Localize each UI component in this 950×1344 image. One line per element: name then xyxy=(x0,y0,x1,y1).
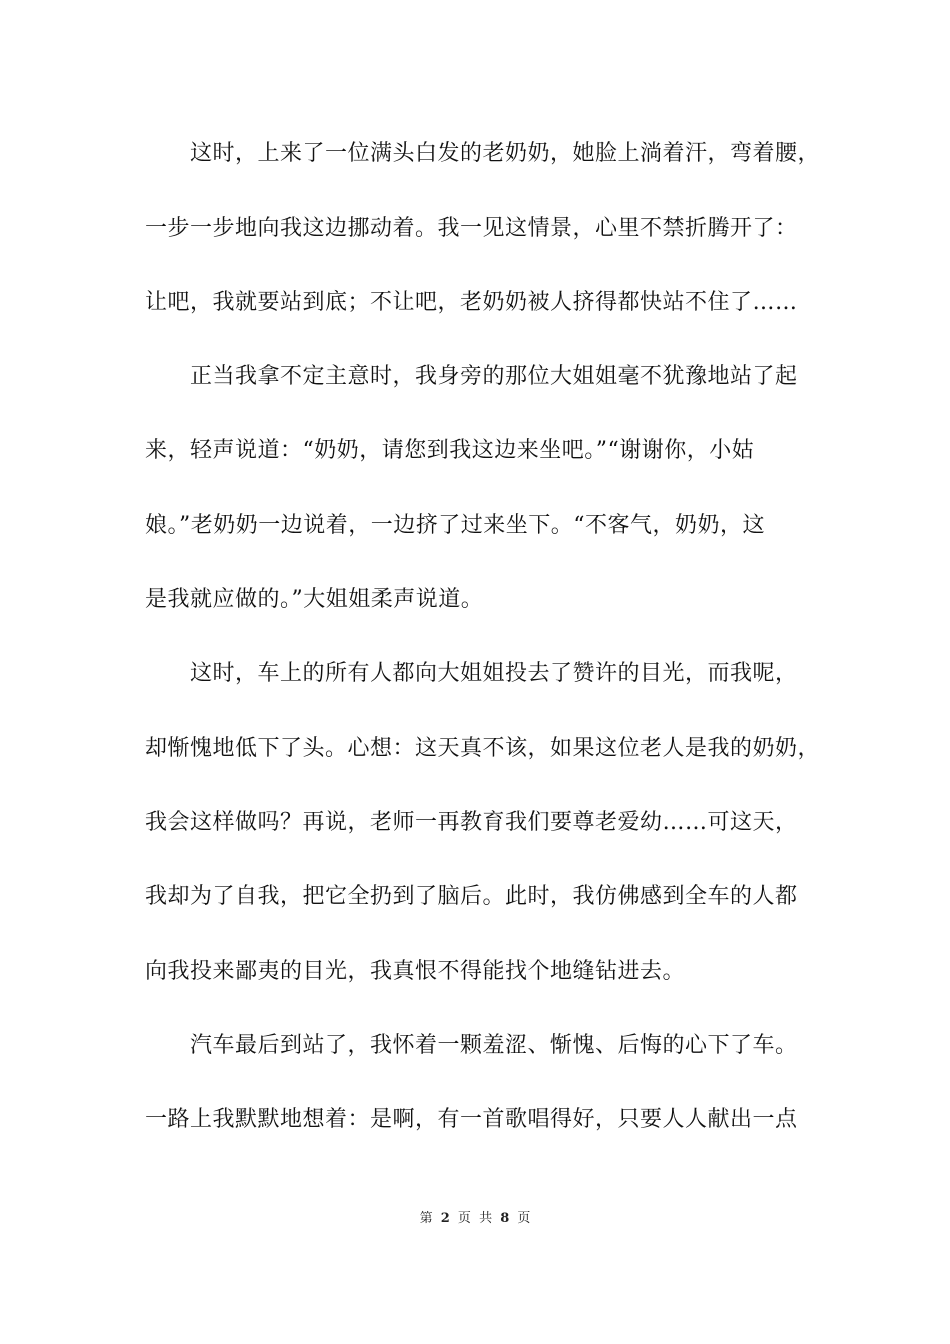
footer-suffix: 页 xyxy=(517,1211,531,1226)
paragraph-3-line-5: 向我投来鄙夷的目光，我真恨不得能找个地缝钻进去。 xyxy=(145,959,686,984)
paragraph-1-line-1: 这时，上来了一位满头白发的老奶奶，她脸上淌着汗，弯着腰， xyxy=(190,141,821,166)
paragraph-1-line-3: 让吧，我就要站到底；不让吧，老奶奶被人挤得都快站不住了…… xyxy=(145,290,798,315)
paragraph-3-line-2: 却惭愧地低下了头。心想：这天真不该，如果这位老人是我的奶奶， xyxy=(145,736,821,761)
footer-total-pages: 8 xyxy=(500,1211,510,1226)
footer-current-page: 2 xyxy=(440,1211,450,1226)
paragraph-4-line-1: 汽车最后到站了，我怀着一颗羞涩、惭愧、后悔的心下了车。 xyxy=(190,1033,798,1058)
paragraph-3-line-4: 我却为了自我，把它全扔到了脑后。此时，我仿佛感到全车的人都 xyxy=(145,884,798,909)
page-footer xyxy=(0,1207,950,1226)
paragraph-3-line-3: 我会这样做吗？再说，老师一再教育我们要尊老爱幼……可这天， xyxy=(145,810,798,835)
paragraph-2-line-4: 是我就应做的。”大姐姐柔声说道。 xyxy=(145,587,484,612)
paragraph-2-line-3: 娘。”老奶奶一边说着，一边挤了过来坐下。“不客气，奶奶，这 xyxy=(145,513,765,538)
paragraph-2-line-1: 正当我拿不定主意时，我身旁的那位大姐姐毫不犹豫地站了起 xyxy=(190,364,798,389)
footer-total-word: 共 xyxy=(479,1211,493,1226)
paragraph-2-line-2: 来，轻声说道：“奶奶，请您到我这边来坐吧。”“谢谢你，小姑 xyxy=(145,438,755,463)
footer-prefix: 第 xyxy=(419,1211,433,1226)
footer-page-word: 页 xyxy=(457,1211,471,1226)
paragraph-3-line-1: 这时，车上的所有人都向大姐姐投去了赞许的目光，而我呢， xyxy=(190,661,798,686)
paragraph-4-line-2: 一路上我默默地想着：是啊，有一首歌唱得好，只要人人献出一点 xyxy=(145,1107,798,1132)
paragraph-1-line-2: 一步一步地向我这边挪动着。我一见这情景，心里不禁折腾开了： xyxy=(145,216,798,241)
